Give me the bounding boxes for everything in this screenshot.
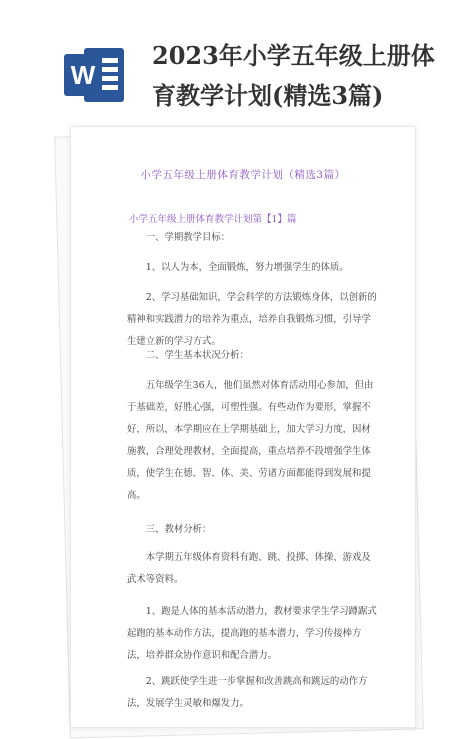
title-line-1: 2023年小学五年级上册体 bbox=[152, 41, 435, 70]
paragraph-goal-2: 2、学习基础知识，学会科学的方法锻炼身体，以创新的精神和实践潜力的培养为重点，培养自我锻炼习惯，引导学生建立新的学习方式。 bbox=[127, 292, 377, 347]
paragraph-students-analysis: 五年级学生36人，他们虽然对体育活动用心参加，但由于基础差，好胜心强，可塑性强。有些动作为要形，掌握不好，所以，本学期应在上学期基础上，加大学习力度，因材施教，合理处理教材，全面提高，重点培养不段增强学生体质，使学生在德、智、体、美、劳诸方面都能得到发展和提高。 bbox=[127, 380, 374, 501]
paragraph-materials-heading: 三、教材分析： bbox=[145, 524, 212, 535]
header bbox=[0, 0, 474, 128]
word-icon-letter: W bbox=[70, 60, 96, 90]
document-preview bbox=[60, 126, 424, 709]
title-line-2: 育教学计划(精选3篇) bbox=[152, 81, 384, 110]
paragraph-jumping: 2、跳跃使学生进一步掌握和改善跳高和跳远的动作方法，发展学生灵敏和爆发力。 bbox=[127, 676, 368, 709]
paragraph-running: 1、跑是人体的基本活动潜力，教材要求学生学习蹲踞式起跑的基本动作方法，提高跑的基本潜力，学习传接棒方法，培养群众协作意识和配合潜力。 bbox=[127, 606, 377, 661]
document-page bbox=[70, 126, 416, 728]
paragraph-goal-1: 1、以人为本，全面锻炼，努力增强学生的体质。 bbox=[145, 262, 349, 273]
paragraph-students-heading: 二、学生基本状况分析： bbox=[145, 350, 249, 361]
section-heading: 小学五年级上册体育教学计划第【1】篇 bbox=[129, 214, 297, 225]
paper-title: 小学五年级上册体育教学计划（精选3篇） bbox=[140, 169, 346, 181]
paragraph-goals-heading: 一、学期教学目标： bbox=[145, 232, 231, 243]
word-doc-icon bbox=[62, 42, 126, 108]
paragraph-materials: 本学期五年级体育资料有跑、跳、投掷、体操、游戏及武术等资料。 bbox=[127, 552, 371, 585]
document-title bbox=[152, 36, 452, 116]
